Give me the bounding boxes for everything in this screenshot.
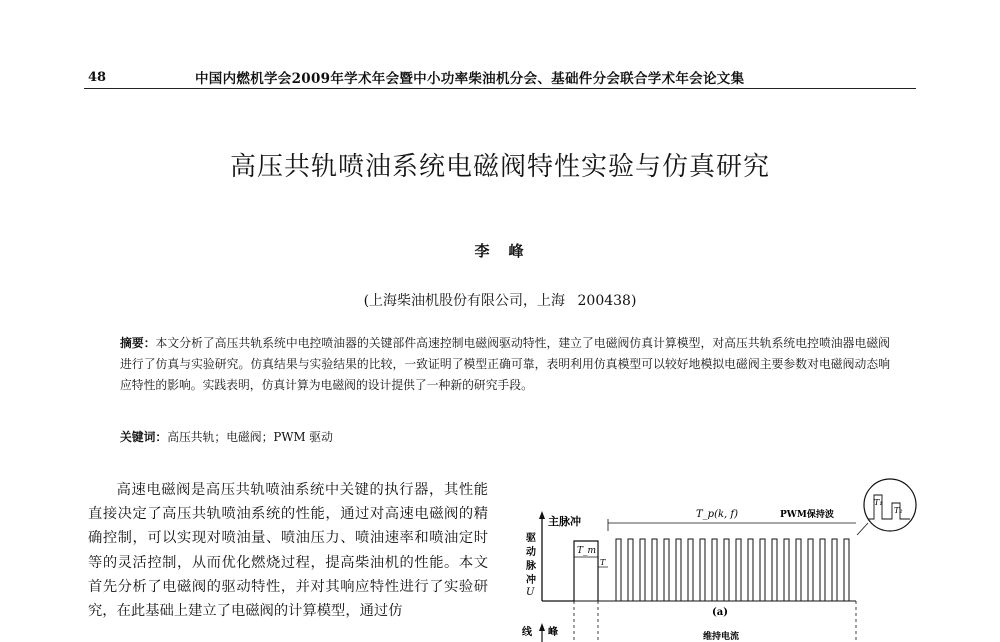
t2-label: T₂ bbox=[894, 506, 903, 515]
t-label: T bbox=[600, 558, 606, 567]
current-axis-arrow bbox=[539, 623, 545, 631]
abstract bbox=[120, 333, 890, 396]
page-number: 48 bbox=[88, 70, 107, 85]
voltage-axis-arrow bbox=[539, 511, 545, 519]
zoom-leader bbox=[857, 523, 868, 535]
keywords bbox=[120, 428, 333, 445]
y-char-5: U bbox=[526, 587, 535, 598]
abstract-label: 摘要： bbox=[120, 336, 156, 350]
peak-label: 峰 bbox=[548, 627, 558, 638]
current-axis-label: 线 bbox=[522, 627, 532, 638]
subcaption-a: (a) bbox=[712, 607, 728, 618]
pwm-label: PWM保持波 bbox=[780, 510, 834, 520]
keywords-label: 关键词： bbox=[120, 430, 168, 444]
keywords-text: 高压共轨；电磁阀；PWM 驱动 bbox=[167, 430, 333, 444]
holding-current-label: 维持电流 bbox=[703, 632, 740, 642]
author: 李 峰 bbox=[474, 242, 526, 260]
body-paragraph: 高速电磁阀是高压共轨喷油系统中关键的执行器，其性能直接决定了高压共轨喷油系统的性能，通过对高速电磁阀的精确控制，可以实现对喷油量、喷油压力、喷油速率和喷油定时等的灵活控制，从而优化燃烧过程，提高柴油机的性能。本文首先分析了电磁阀的驱动特性，并对其响应特性进行了实验研究，在此基础上建立了电磁阀的计算模型，通过仿 bbox=[88, 482, 488, 620]
drive-pulse-figure bbox=[508, 475, 928, 642]
abstract-text: 本文分析了高压共轨系统中电控喷油器的关键部件高速控制电磁阀驱动特性，建立了电磁阀仿真计算模型，对高压共轨系统电控喷油器电磁阀进行了仿真与实验研究。仿真结果与实验结果的比较，一致证明了模型正确可靠，表明利用仿真模型可以较好地模拟电磁阀主要参数对电磁阀动态响应特性的影响。实践表明，仿真计算为电磁阀的设计提供了一种新的研究手段。 bbox=[120, 336, 890, 392]
pwm-hold-wave bbox=[608, 539, 856, 601]
running-header: 中国内燃机学会2009年学术年会暨中小功率柴油机分会、基础件分会联合学术年会论文集 bbox=[195, 71, 745, 87]
paper-title: 高压共轨喷油系统电磁阀特性实验与仿真研究 bbox=[229, 152, 770, 182]
y-char-3: 脉 bbox=[526, 561, 536, 572]
header-rule bbox=[84, 88, 916, 89]
zoom-circle bbox=[864, 479, 916, 531]
y-char-4: 冲 bbox=[526, 575, 536, 586]
tm-label: T_m bbox=[577, 546, 597, 556]
tp-label: T_p(k, f) bbox=[696, 509, 738, 520]
affiliation-org: (上海柴油机股份有限公司，上海 bbox=[363, 293, 566, 309]
affiliation-postcode: 200438) bbox=[577, 293, 637, 309]
main-pulse-label: 主脉冲 bbox=[548, 515, 581, 528]
t1-label: T₁ bbox=[874, 498, 883, 507]
y-char-2: 动 bbox=[526, 547, 536, 558]
y-char-1: 驱 bbox=[526, 533, 536, 544]
affiliation bbox=[0, 290, 1000, 310]
